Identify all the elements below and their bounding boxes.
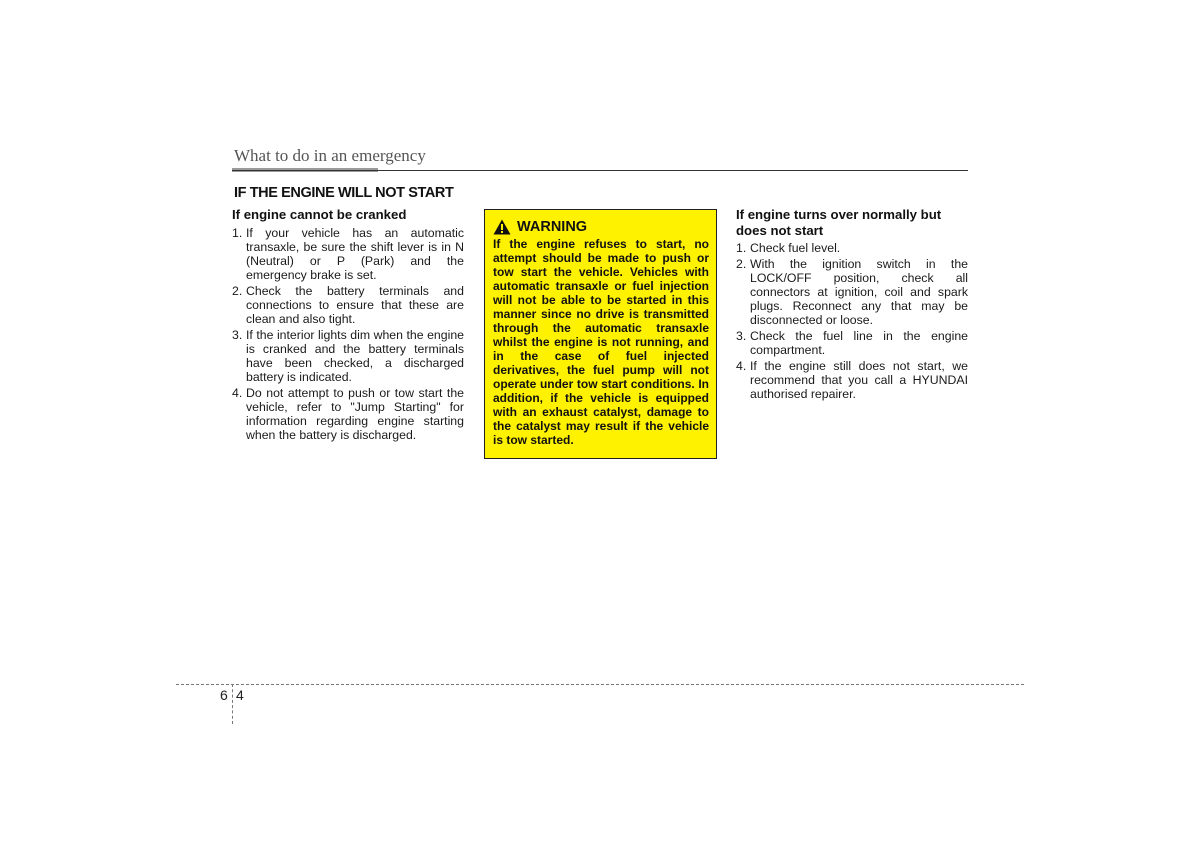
- list-item: [232, 226, 464, 282]
- header-title: What to do in an emergency: [234, 146, 426, 165]
- step-number: 2.: [736, 257, 747, 271]
- warning-text: If the engine refuses to start, no attempt should be made to push or tow start the vehicle. Vehicles with automatic transaxle or fuel injection will not be able to be started in this manner since no drive is transmitted through the automatic transaxle whilst the engine is not running, and in the case of fuel injected derivatives, the fuel pump will not operate under tow start conditions. In addition, if the vehicle is equipped with an exhaust catalyst, damage to the catalyst may result if the vehicle is tow started.: [493, 237, 709, 447]
- step-text: If the interior lights dim when the engine is cranked and the battery terminals have been checked, a discharged battery is indicated.: [246, 327, 464, 384]
- footer-divider: [232, 684, 233, 724]
- warning-box: [484, 209, 717, 459]
- list-item: [736, 257, 968, 327]
- step-number: 1.: [232, 225, 243, 240]
- step-number: 1.: [736, 241, 747, 255]
- warning-triangle-icon: [493, 219, 511, 235]
- page-number: 4: [236, 687, 244, 703]
- step-number: 4.: [736, 359, 747, 373]
- header-rule: [232, 170, 968, 171]
- list-item: [232, 284, 464, 326]
- step-text: Check the battery terminals and connections to ensure that these are clean and also tight.: [246, 283, 464, 326]
- list-item: [736, 329, 968, 357]
- step-number: 3.: [736, 329, 747, 343]
- step-number: 4.: [232, 385, 243, 400]
- step-text: With the ignition switch in the LOCK/OFF position, check all connectors at ignition, coil and spark plugs. Reconnect any that may be disconnected or loose.: [750, 257, 968, 327]
- list-item: [736, 241, 968, 255]
- page-chapter: 6: [220, 687, 228, 703]
- list-item: [736, 359, 968, 401]
- step-text: If your vehicle has an automatic transaxle, be sure the shift lever is in N (Neutral) or P (Park) and the emergency brake is set.: [246, 225, 464, 282]
- footer-rule: [176, 684, 1024, 685]
- step-number: 2.: [232, 283, 243, 298]
- left-steps: [232, 226, 464, 442]
- right-column: [736, 207, 968, 403]
- list-item: [232, 328, 464, 384]
- right-steps: [736, 241, 968, 401]
- step-text: Check the fuel line in the engine compartment.: [750, 329, 968, 357]
- warning-label: WARNING: [517, 219, 588, 235]
- section-title: IF THE ENGINE WILL NOT START: [234, 185, 454, 201]
- step-text: Check fuel level.: [750, 241, 841, 255]
- step-text: Do not attempt to push or tow start the vehicle, refer to "Jump Starting" for information regarding engine starting when the battery is discharged.: [246, 385, 464, 442]
- warning-header: [493, 219, 709, 235]
- left-column: [232, 207, 464, 444]
- left-subhead: If engine cannot be cranked: [232, 207, 407, 222]
- right-subhead: If engine turns over normally but does not start: [736, 207, 942, 238]
- list-item: [232, 386, 464, 442]
- step-text: If the engine still does not start, we recommend that you call a HYUNDAI authorised repairer.: [750, 359, 968, 401]
- step-number: 3.: [232, 327, 243, 342]
